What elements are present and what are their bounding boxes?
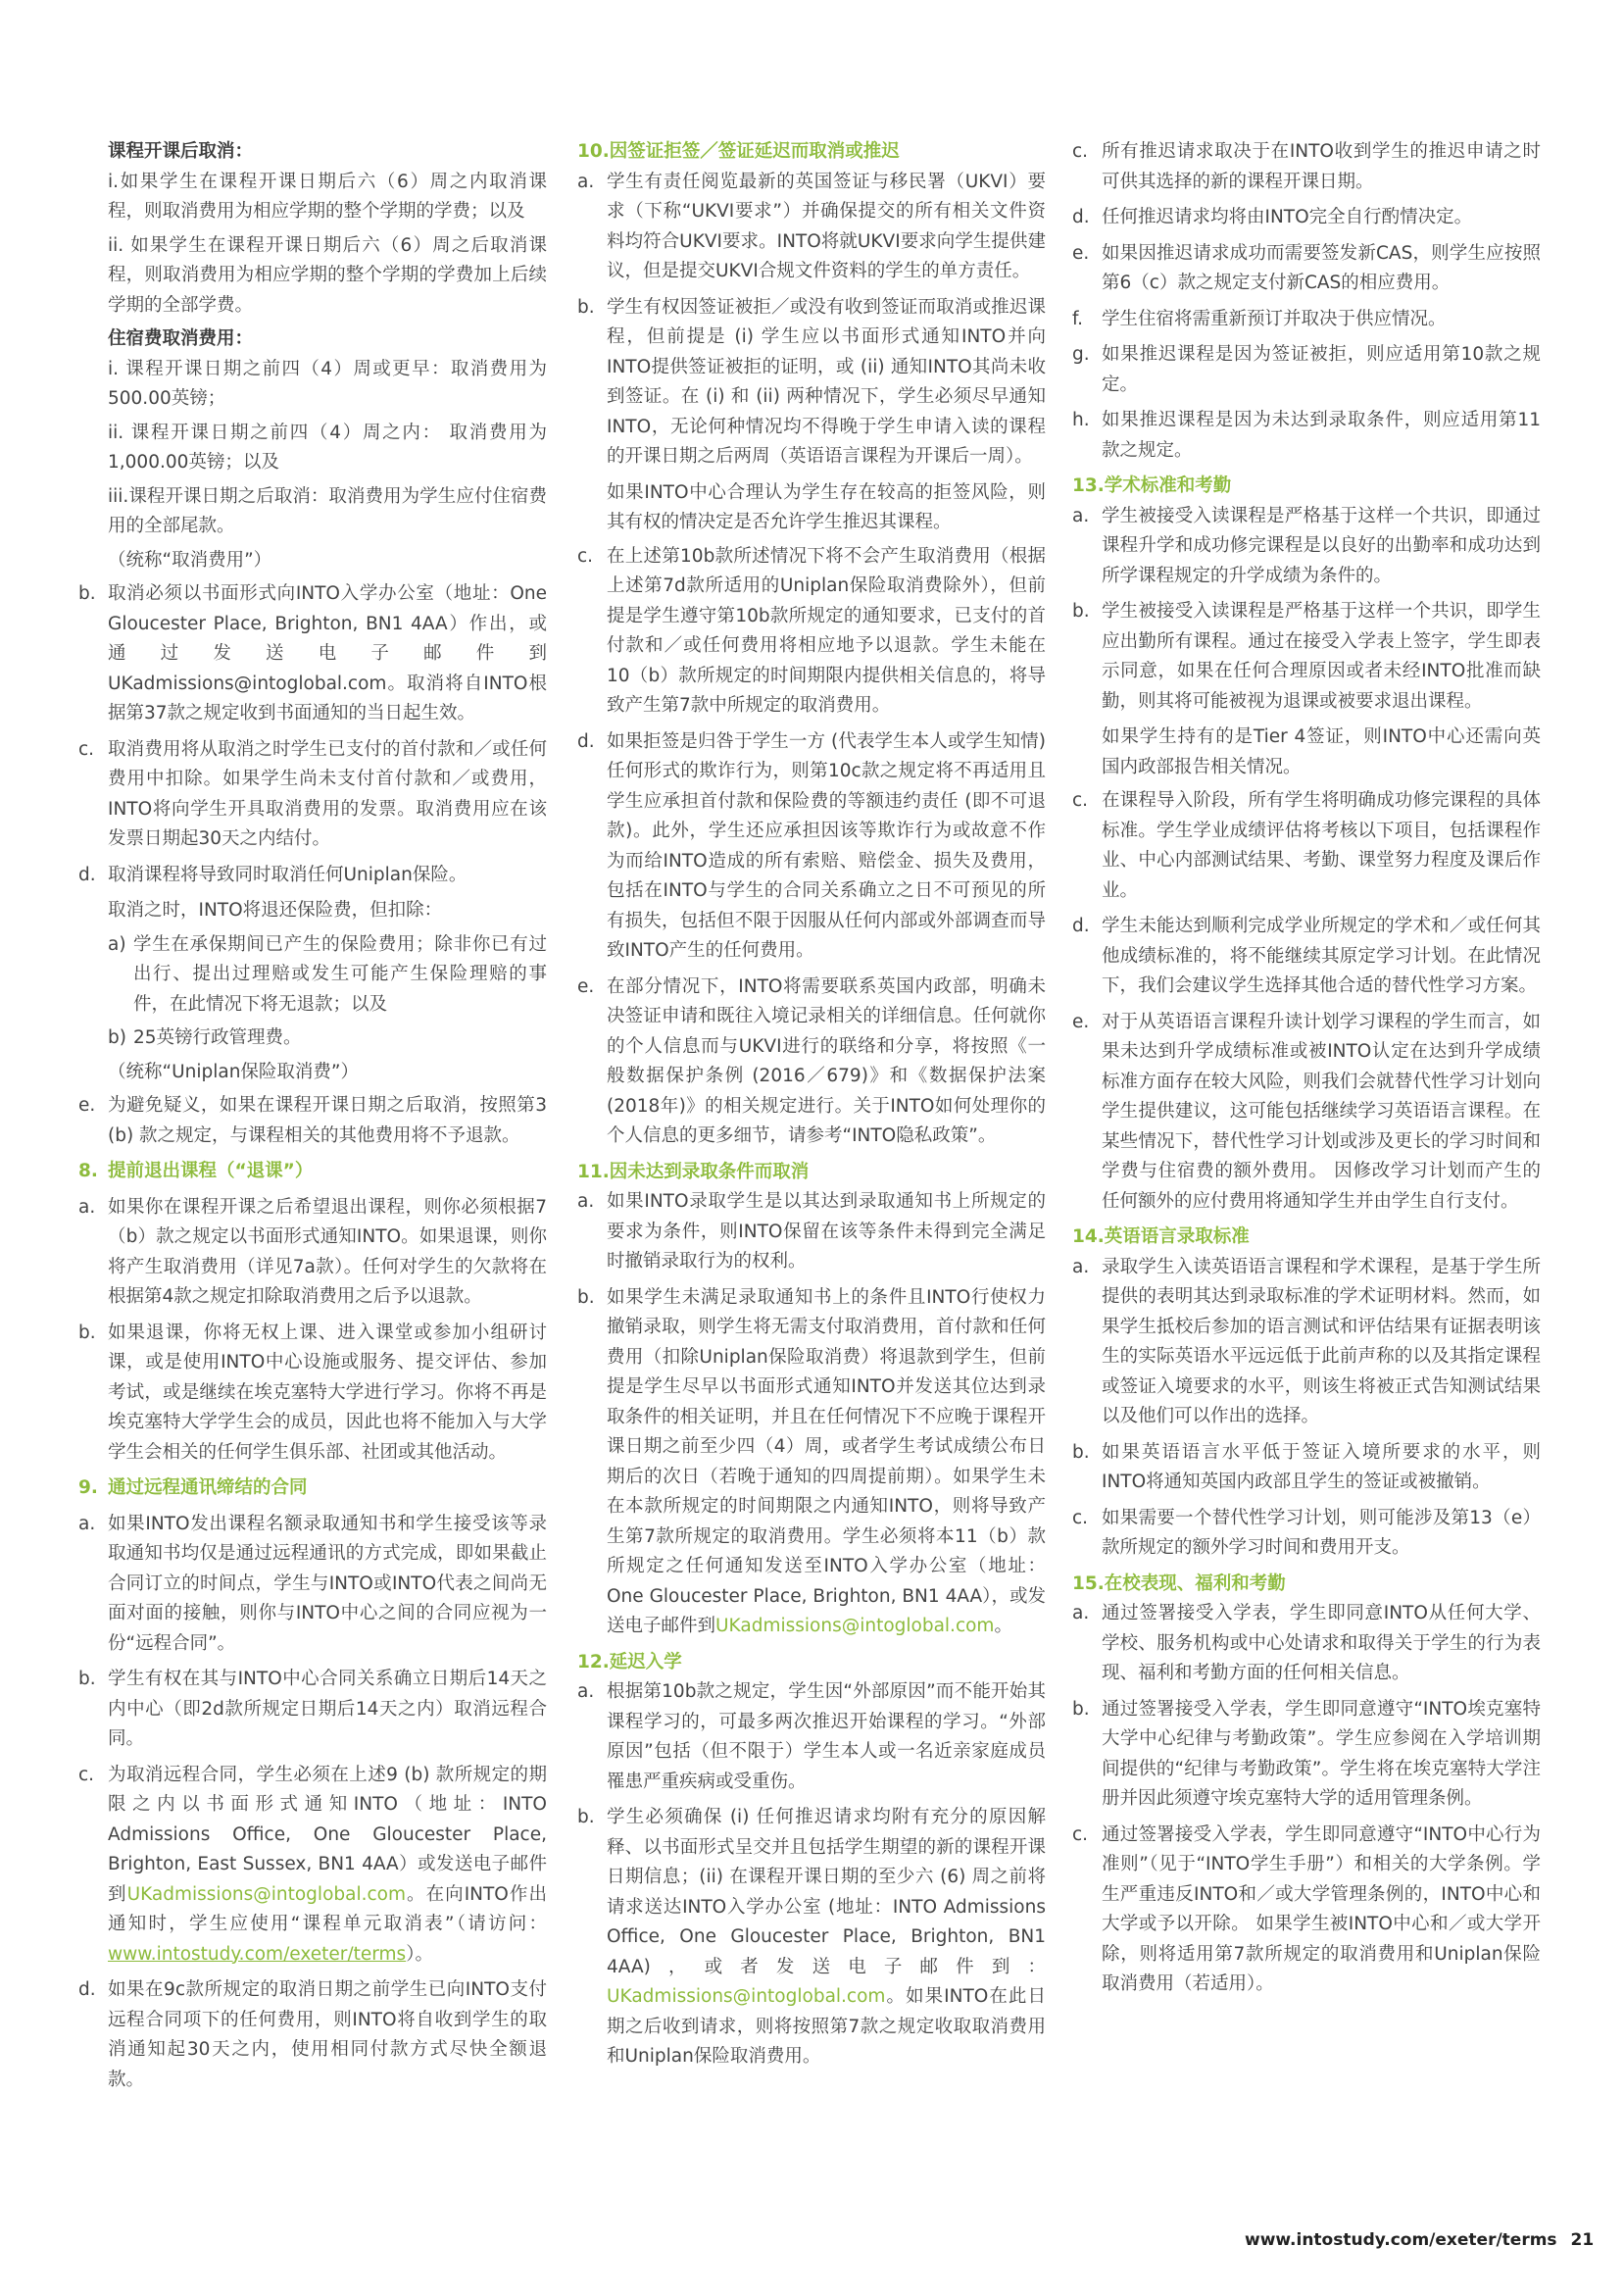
email-link[interactable]: UKadmissions@intoglobal.com [715, 1616, 995, 1636]
clause-7d-b: b) 25英镑行政管理费。 [108, 1027, 302, 1048]
clause-13c: c. 在课程导入阶段，所有学生将明确成功修完课程的具体标准。学生学业成绩评估将考核以下项目，包括课程作业、中心内部测试结果、考勤、课堂努力程度及课后作业。 [1072, 790, 1541, 901]
section-9-heading: 9. 通过远程通讯缔结的合同 [78, 1477, 308, 1498]
email-link[interactable]: UKadmissions@intoglobal.com [607, 1986, 886, 2007]
section-15-heading: 15.在校表现、福利和考勤 [1072, 1572, 1286, 1594]
clause-15b: b. 通过签署接受入学表，学生即同意遵守“INTO埃克塞特大学中心纪律与考勤政策”。学生应参阅在入学培训期间提供的“纪律与考勤政策”。学生将在埃克塞特大学注册并因此须遵守埃克塞特大学的适用管理条例。 [1072, 1698, 1541, 1809]
section-11-heading: 11.因未达到录取条件而取消 [577, 1161, 810, 1182]
terms-url-link[interactable]: www.intostudy.com/exeter/terms [108, 1943, 407, 1965]
course-cancel-heading: 课程开课后取消： [108, 141, 254, 162]
clause-7d: d. 取消课程将导致同时取消任何Uniplan保险。 [78, 864, 468, 885]
course-cancel-i: i.如果学生在课程开课日期后六（6）周之内取消课程，则取消费用为相应学期的整个学期的学费；以及 [108, 171, 547, 222]
clause-9b: b. 学生有权在其与INTO中心合同关系确立日期后14天之内中心（即2d款所规定日期后14天之内）取消远程合同。 [78, 1669, 547, 1749]
column-3 [1072, 137, 1541, 2006]
clause-7d-a: a) 学生在承保期间已产生的保险费用；除非你已有过出行、提出过理赔或发生可能产生保险理赔的事件，在此情况下将无退款；以及 [108, 933, 547, 1015]
clause-12g: g. 如果推迟课程是因为签证被拒，则应适用第10款之规定。 [1072, 344, 1541, 395]
clause-12b: b. 学生必须确保 (i) 任何推迟请求均附有充分的原因解释、以书面形式呈交并且包括学生期望的新的课程开课日期信息；(ii) 在课程开课日期的至少六 (6) 周之前将请求送达INTO入学办公室 (地址：INTO Admissions Office, One Gloucester Place, Brighton, BN1 4AA)，或者发送电子邮件到：UKadmissions@intoglobal.com。如果INTO在此日期之后收到请求，则将按照第7款之规定收取取消费用和Uniplan保险取消费用。 [577, 1807, 1046, 2067]
clause-15a: a. 通过签署接受入学表，学生即同意INTO从任何大学、学校、服务机构或中心处请求和取得关于学生的行为表现、福利和考勤方面的任何相关信息。 [1072, 1603, 1541, 1683]
clause-14c: c. 如果需要一个替代性学习计划，则可能涉及第13（e）款所规定的额外学习时间和费用开支。 [1072, 1507, 1541, 1558]
clause-7b: b. 取消必须以书面形式向INTO入学办公室（地址：One Gloucester Place, Brighton, BN1 4AA）作出，或通过发送电子邮件到UKadmissions@intoglobal.com。取消将自INTO根据第37款之规定收到书面通知的当日起生效。 [78, 583, 547, 724]
clause-10d: d. 如果拒签是归咎于学生一方 (代表学生本人或学生知情) 任何形式的欺诈行为，则第10c款之规定将不再适用且学生应承担首付款和保险费的等额违约责任 (即不可退款)。此外，学生还应承担因该等欺诈行为或故意不作为而给INTO造成的所有索赔、赔偿金、损失及费用，包括在INTO与学生的合同关系确立之日不可预见的所有损失，包括但不限于因服从任何内部或外部调查而导致INTO产生的任何费用。 [577, 730, 1046, 961]
section-10-heading: 10.因签证拒签／签证延迟而取消或推迟 [577, 141, 900, 162]
accom-cancel-heading: 住宿费取消费用： [108, 328, 254, 349]
clause-12c: c. 所有推迟请求取决于在INTO收到学生的推迟申请之时可供其选择的新的课程开课日期。 [1072, 141, 1541, 192]
email-link[interactable]: UKadmissions@intoglobal.com [126, 1883, 406, 1905]
clause-10c: c. 在上述第10b款所述情况下将不会产生取消费用（根据上述第7d款所适用的Uniplan保险取消费除外），但前提是学生遵守第10b款所规定的通知要求，已支付的首付款和／或任何费用将相应地予以退款。学生未能在10（b）款所规定的时间期限内提供相关信息的，将导致产生第7款中所规定的取消费用。 [577, 545, 1046, 716]
clause-7c: c. 取消费用将从取消之时学生已支付的首付款和／或任何费用中扣除。如果学生尚未支付首付款和／或费用，INTO将向学生开具取消费用的发票。取消费用应在该发票日期起30天之内结付。 [78, 738, 547, 849]
clause-7d-note: （统称“Uniplan保险取消费”） [108, 1061, 360, 1082]
section-12-heading: 12.延迟入学 [577, 1651, 682, 1672]
clause-11b: b. 如果学生未满足录取通知书上的条件且INTO行使权力撤销录取，则学生将无需支付取消费用，首付款和任何费用（扣除Uniplan保险取消费）将退款到学生，但前提是学生尽早以书面形式通知INTO并发送其位达到录取条件的相关证明，并且在任何情况下不应晚于课程开课日期之前至少四（4）周，或者学生考试成绩公布日期后的次日（若晚于通知的四周提前期）。如果学生未在本款所规定的时间期限之内通知INTO，则将导致产生第7款所规定的取消费用。学生必须将本11（b）款所规定之任何通知发送至INTO入学办公室（地址：One Gloucester Place, Brighton, BN1 4AA），或发送电子邮件到UKadmissions@intoglobal.com。 [577, 1286, 1046, 1636]
clause-9c: c. 为取消远程合同，学生必须在上述9 (b) 款所规定的期限之内以书面形式通知INTO（地址：INTO Admissions Office, One Gloucester Place, Brighton, East Sussex, BN1 4AA）或发送电子邮件到UKadmissions@intoglobal.com。在向INTO作出通知时，学生应使用“课程单元取消表”（请访问：www.intostudy.com/exeter/terms）。 [78, 1764, 547, 1965]
page-number: 21 [1570, 2230, 1595, 2250]
clause-12f: f. 学生住宿将需重新预订并取决于供应情况。 [1072, 308, 1447, 329]
column-1 [78, 137, 547, 2101]
clause-10e: e. 在部分情况下，INTO将需要联系英国内政部，明确未决签证申请和既往入境记录相关的详细信息。任何就你的个人信息而与UKVI进行的联络和分享，将按照《一般数据保护条例 (2016／679)》和《数据保护法案 (2018年)》的相关规定进行。关于INTO如何处理你的个人信息的更多细节，请参考“INTO隐私政策”。 [577, 975, 1046, 1146]
accom-cancel-i: i. 课程开课日期之前四（4）周或更早：取消费用为500.00英镑； [108, 358, 547, 409]
clause-13e: e. 对于从英语语言课程升读计划学习课程的学生而言，如果未达到升学成绩标准或被INTO认定在达到升学成绩标准方面存在较大风险，则我们会就替代性学习计划向学生提供建议，这可能包括继续学习英语语言课程。在某些情况下，替代性学习计划或涉及更长的学习时间和学费与住宿费的额外费用。 因修改学习计划而产生的任何额外的应付费用将通知学生并由学生自行支付。 [1072, 1011, 1541, 1212]
clause-13a: a. 学生被接受入读课程是严格基于这样一个共识，即通过课程升学和成功修完课程是以良好的出勤率和成功达到所学课程规定的升学成绩为条件的。 [1072, 505, 1541, 586]
clause-13b: b. 学生被接受入读课程是严格基于这样一个共识，即学生应出勤所有课程。通过在接受入学表上签字，学生即表示同意，如果在任何合理原因或者未经INTO批准而缺勤，则其将可能被视为退课或被要求退出课程。 [1072, 601, 1541, 712]
clause-8a: a. 如果你在课程开课之后希望退出课程，则你必须根据7（b）款之规定以书面形式通知INTO。如果退课，则你将产生取消费用（详见7a款）。任何对学生的欠款将在根据第4款之规定扣除取消费用之后予以退款。 [78, 1196, 547, 1307]
clause-9d: d. 如果在9c款所规定的取消日期之前学生已向INTO支付远程合同项下的任何费用，则INTO将自收到学生的取消通知起30天之内，使用相同付款方式尽快全额退款。 [78, 1979, 547, 2090]
clause-11a: a. 如果INTO录取学生是以其达到录取通知书上所规定的要求为条件，则INTO保留在该等条件未得到完全满足时撤销录取行为的权利。 [577, 1191, 1046, 1272]
clause-15c: c. 通过签署接受入学表，学生即同意遵守“INTO中心行为准则”（见于“INTO学生手册”）和相关的大学条例。学生严重违反INTO和／或大学管理条例的，INTO中心和大学或予以开除。 如果学生被INTO中心和／或大学开除，则将适用第7款所规定的取消费用和Uniplan保险取消费用（若适用）。 [1072, 1823, 1541, 1994]
clause-13d: d. 学生未能达到顺利完成学业所规定的学术和／或任何其他成绩标准的，将不能继续其原定学习计划。在此情况下，我们会建议学生选择其他合适的替代性学习方案。 [1072, 916, 1541, 996]
clause-9a: a. 如果INTO发出课程名额录取通知书和学生接受该等录取通知书均仅是通过远程通讯的方式完成，即如果截止合同订立的时间点，学生与INTO或INTO代表之间尚无面对面的接触，则你与INTO中心之间的合同应视为一份“远程合同”。 [78, 1513, 547, 1654]
column-2 [577, 137, 1046, 2078]
course-cancel-ii: ii. 如果学生在课程开课日期后六（6）周之后取消课程，则取消费用为相应学期的整个学期的学费加上后续学期的全部学费。 [108, 234, 547, 316]
clause-14a: a. 录取学生入读英语语言课程和学术课程，是基于学生所提供的表明其达到录取标准的学术证明材料。然而，如果学生抵校后参加的语言测试和评估结果有证据表明该生的实际英语水平远远低于此前声称的以及其指定课程或签证入境要求的水平，则该生将被正式告知测试结果以及他们可以作出的选择。 [1072, 1256, 1541, 1426]
clause-13b-cont: 如果学生持有的是Tier 4签证，则INTO中心还需向英国内政部报告相关情况。 [1102, 726, 1541, 777]
clause-7e: e. 为避免疑义，如果在课程开课日期之后取消，按照第3 (b) 款之规定，与课程相关的其他费用将不予退款。 [78, 1095, 547, 1146]
accom-cancel-ii: ii. 课程开课日期之前四（4）周之内： 取消费用为1,000.00英镑；以及 [108, 422, 547, 473]
page-footer [1245, 2230, 1594, 2250]
section-8-heading: 8. 提前退出课程（“退课”） [78, 1161, 314, 1181]
clause-12h: h. 如果推迟课程是因为未达到录取条件，则应适用第11款之规定。 [1072, 410, 1541, 461]
clause-10b: b. 学生有权因签证被拒／或没有收到签证而取消或推迟课程，但前提是 (i) 学生应以书面形式通知INTO并向INTO提供签证被拒的证明，或 (ii) 通知INTO其尚未收到签证。在 (i) 和 (ii) 两种情况下，学生必须尽早通知INTO，无论何种情况均不得晚于学生申请入读的课程的开课日期之后两周（英语语言课程为开课后一周）。 [577, 296, 1046, 467]
clause-7d-cont: 取消之时，INTO将退还保险费，但扣除： [108, 900, 443, 921]
clause-10a: a. 学生有责任阅览最新的英国签证与移民署（UKVI）要求（下称“UKVI要求”）并确保提交的所有相关文件资料均符合UKVI要求。INTO将就UKVI要求向学生提供建议，但是提交UKVI合规文件资料的学生的单方责任。 [577, 171, 1046, 281]
section-14-heading: 14.英语语言录取标准 [1072, 1226, 1250, 1247]
clause-12a: a. 根据第10b款之规定，学生因“外部原因”而不能开始其课程学习的，可最多两次推迟开始课程的学习。“外部原因”包括（但不限于）学生本人或一名近亲家庭成员罹患严重疾病或受重伤。 [577, 1681, 1046, 1792]
accom-cancel-note: （统称“取消费用”） [108, 549, 272, 571]
footer-url[interactable]: www.intostudy.com/exeter/terms [1245, 2230, 1557, 2250]
clause-10b-cont: 如果INTO中心合理认为学生存在较高的拒签风险，则其有权的情决定是否允许学生推迟其课程。 [607, 481, 1046, 532]
clause-12e: e. 如果因推迟请求成功而需要签发新CAS，则学生应按照第6（c）款之规定支付新CAS的相应费用。 [1072, 242, 1541, 293]
clause-14b: b. 如果英语语言水平低于签证入境所要求的水平，则INTO将通知英国内政部且学生的签证或被撤销。 [1072, 1441, 1541, 1492]
accom-cancel-iii: iii.课程开课日期之后取消：取消费用为学生应付住宿费用的全部尾款。 [108, 485, 547, 536]
clause-8b: b. 如果退课，你将无权上课、进入课堂或参加小组研讨课，或是使用INTO中心设施或服务、提交评估、参加考试，或是继续在埃克塞特大学进行学习。你将不再是埃克塞特大学学生会的成员，因此也将不能加入与大学学生会相关的任何学生俱乐部、社团或其他活动。 [78, 1322, 547, 1463]
section-13-heading: 13.学术标准和考勤 [1072, 475, 1232, 496]
clause-12d: d. 任何推迟请求均将由INTO完全自行酌情决定。 [1072, 207, 1473, 227]
